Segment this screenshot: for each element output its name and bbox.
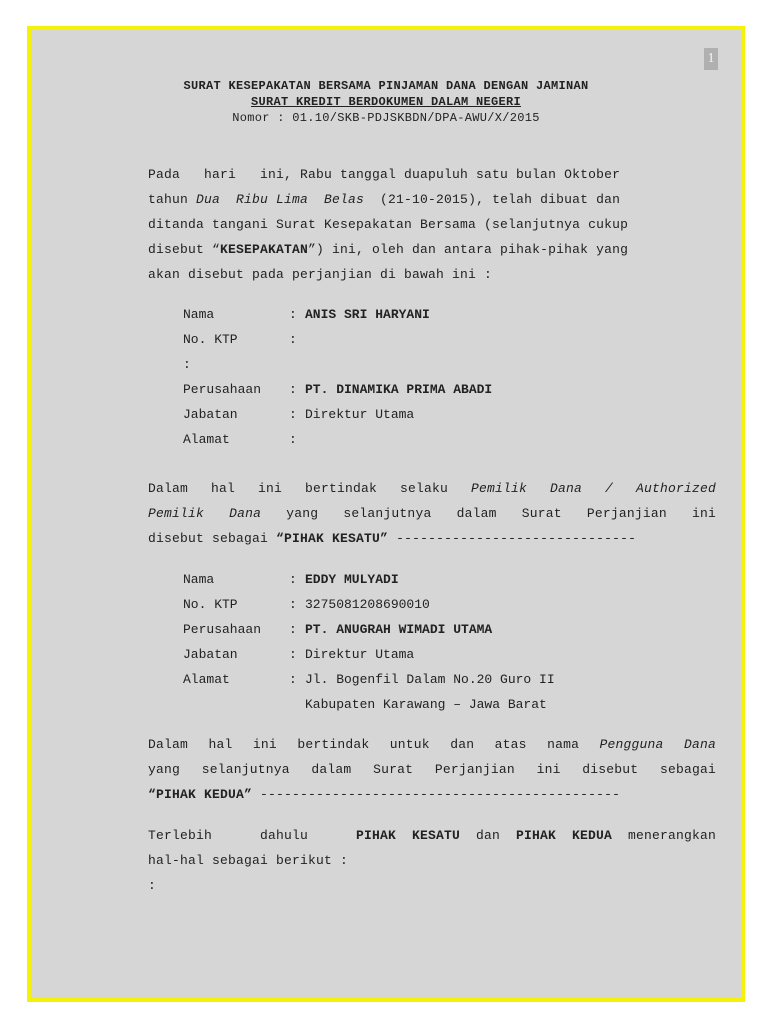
closing-pihak-kedua: PIHAK KEDUA xyxy=(516,828,613,843)
party2-ktp-label: No. KTP xyxy=(183,597,238,612)
party2-nama-label: Nama xyxy=(183,572,215,587)
clause2-line-1 xyxy=(148,732,716,757)
closing-line-2: hal-hal sebagai berikut : xyxy=(148,853,349,868)
clause1-paragraph xyxy=(148,476,716,551)
clause1-role-cont: Pemilik Dana xyxy=(148,506,262,521)
party2-identity xyxy=(183,567,555,717)
document-title: SURAT KESEPAKATAN BERSAMA PINJAMAN DANA DENGAN JAMINAN xyxy=(183,79,589,93)
party2-nama-row xyxy=(183,567,555,592)
intro-year-words: Dua Ribu Lima Belas xyxy=(196,192,365,207)
party1-perusahaan-label: Perusahaan xyxy=(183,382,262,397)
party2-ktp-sep: : xyxy=(289,597,297,612)
party1-ktp-row xyxy=(183,327,492,352)
clause1-line-3 xyxy=(148,526,716,551)
party1-identity xyxy=(183,302,492,452)
party2-alamat-label: Alamat xyxy=(183,672,230,687)
closing-line-1-e: menerangkan xyxy=(612,828,717,843)
party1-jabatan-label: Jabatan xyxy=(183,407,238,422)
intro-kesepakatan: KESEPAKATAN xyxy=(220,242,309,257)
party2-alamat-value-2: Kabupaten Karawang – Jawa Barat xyxy=(305,697,547,712)
document-subtitle: SURAT KREDIT BERDOKUMEN DALAM NEGERI xyxy=(250,95,522,109)
party1-alamat-row xyxy=(183,427,492,452)
party2-jabatan-row xyxy=(183,642,555,667)
party2-ktp-row xyxy=(183,592,555,617)
party1-jabatan-sep: : xyxy=(289,407,297,422)
document-header xyxy=(31,78,741,126)
party2-perusahaan-value: PT. ANUGRAH WIMADI UTAMA xyxy=(305,622,493,637)
clause1-line-1-a: Dalam hal ini bertindak selaku xyxy=(148,481,471,496)
clause1-line-1 xyxy=(148,476,716,501)
party2-jabatan-label: Jabatan xyxy=(183,647,238,662)
party1-nama-row xyxy=(183,302,492,327)
intro-line-4-a: disebut “ xyxy=(148,242,221,257)
clause2-role: Pengguna Dana xyxy=(599,737,716,752)
party1-ktp-extra-row xyxy=(183,352,492,377)
intro-line-2-c: (21-10-2015), telah dibuat dan xyxy=(364,192,621,207)
party2-perusahaan-label: Perusahaan xyxy=(183,622,262,637)
page-number: 1 xyxy=(704,48,718,70)
party1-alamat-label: Alamat xyxy=(183,432,230,447)
document-page xyxy=(27,26,745,1002)
party1-ktp-extra: : xyxy=(183,357,191,372)
clause1-dashes: ------------------------------ xyxy=(388,531,637,546)
party2-jabatan-sep: : xyxy=(289,647,297,662)
party2-alamat-value-1: Jl. Bogenfil Dalam No.20 Guro II xyxy=(305,672,555,687)
intro-line-2 xyxy=(148,187,716,212)
closing-line-3: : xyxy=(148,878,157,893)
intro-line-3: ditanda tangani Surat Kesepakatan Bersama (selanjutnya cukup xyxy=(148,217,629,232)
party2-perusahaan-sep: : xyxy=(289,622,297,637)
party1-ktp-label: No. KTP xyxy=(183,332,238,347)
party2-alamat-sep: : xyxy=(289,672,297,687)
closing-line-1-c: dan xyxy=(460,828,516,843)
intro-line-4-c: ”) ini, oleh dan antara pihak-pihak yang xyxy=(308,242,629,257)
closing-line-1 xyxy=(148,823,716,848)
party1-alamat-sep: : xyxy=(289,432,297,447)
clause2-line-3 xyxy=(148,782,716,807)
party1-perusahaan-sep: : xyxy=(289,382,297,397)
intro-line-1: Pada hari ini, Rabu tanggal duapuluh satu bulan Oktober xyxy=(148,167,621,182)
party2-alamat-row xyxy=(183,667,555,692)
party1-jabatan-value: Direktur Utama xyxy=(305,407,415,422)
party1-nama-sep: : xyxy=(289,307,297,322)
party1-nama-value: ANIS SRI HARYANI xyxy=(305,307,430,322)
intro-line-2-a: tahun xyxy=(148,192,197,207)
party2-ktp-value: 3275081208690010 xyxy=(305,597,430,612)
pihak-kesatu-label: “PIHAK KESATU” xyxy=(276,531,389,546)
party1-ktp-sep: : xyxy=(289,332,297,347)
party1-jabatan-row xyxy=(183,402,492,427)
closing-pihak-kesatu: PIHAK KESATU xyxy=(355,828,460,843)
clause1-line-2-b: yang selanjutnya dalam Surat Perjanjian ini xyxy=(261,506,717,521)
clause1-role: Pemilik Dana / Authorized xyxy=(470,481,716,496)
party1-nama-label: Nama xyxy=(183,307,215,322)
party2-perusahaan-row xyxy=(183,617,555,642)
party1-perusahaan-value: PT. DINAMIKA PRIMA ABADI xyxy=(305,382,493,397)
intro-line-4 xyxy=(148,237,716,262)
clause1-line-3-a: disebut sebagai xyxy=(148,531,277,546)
intro-line-5: akan disebut pada perjanjian di bawah ini : xyxy=(148,267,493,282)
party2-nama-value: EDDY MULYADI xyxy=(305,572,399,587)
clause2-line-2: yang selanjutnya dalam Surat Perjanjian ini disebut sebagai xyxy=(148,762,716,777)
clause2-dashes: --------------------------------------------- xyxy=(252,787,621,802)
clause2-paragraph xyxy=(148,732,716,807)
party2-nama-sep: : xyxy=(289,572,297,587)
party2-jabatan-value: Direktur Utama xyxy=(305,647,415,662)
pihak-kedua-label: “PIHAK KEDUA” xyxy=(148,787,253,802)
intro-paragraph xyxy=(148,162,716,287)
clause2-line-1-a: Dalam hal ini bertindak untuk dan atas nama xyxy=(148,737,600,752)
closing-line-1-a: Terlebih dahulu xyxy=(148,828,356,843)
document-number: Nomor : 01.10/SKB-PDJSKBDN/DPA-AWU/X/2015 xyxy=(232,111,540,125)
clause1-line-2 xyxy=(148,501,716,526)
closing-paragraph xyxy=(148,823,716,898)
party1-perusahaan-row xyxy=(183,377,492,402)
